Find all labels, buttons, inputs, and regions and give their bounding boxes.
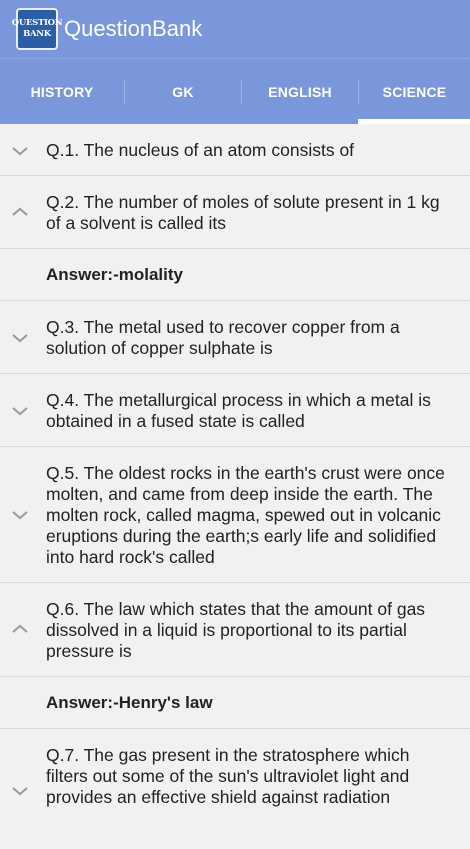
chevron-down-icon[interactable] <box>10 405 30 417</box>
answer-prefix: Answer:- <box>46 264 119 284</box>
app-logo-text-top: QUESTION <box>11 18 63 28</box>
question-row[interactable] <box>0 374 470 447</box>
question-text: Q.4. The metallurgical process in which a metal is obtained in a fused state is called <box>46 390 431 431</box>
tab-english[interactable]: ENGLISH <box>268 84 332 100</box>
question-row[interactable] <box>0 583 470 677</box>
app-logo-icon <box>11 8 63 50</box>
question-text: Q.2. The number of moles of solute present in 1 kg of a solvent is called its <box>46 192 440 233</box>
question-list[interactable] <box>0 124 470 807</box>
tab-bar <box>0 58 470 124</box>
app-title: QuestionBank <box>64 16 203 41</box>
question-text: Q.1. The nucleus of an atom consists of <box>46 140 355 160</box>
chevron-down-icon[interactable] <box>10 145 30 157</box>
question-row[interactable] <box>0 301 470 374</box>
answer-value: Henry's law <box>118 692 213 712</box>
chevron-down-icon[interactable] <box>10 509 30 521</box>
tab-gk[interactable]: GK <box>172 84 194 100</box>
question-text: Q.3. The metal used to recover copper from a solution of copper sulphate is <box>46 317 400 358</box>
answer-prefix: Answer:- <box>46 692 119 712</box>
tab-science[interactable]: SCIENCE <box>382 84 447 100</box>
answer-text <box>46 677 456 728</box>
answer-value: molality <box>118 264 183 284</box>
question-row[interactable] <box>0 176 470 249</box>
answer-text <box>46 249 456 300</box>
chevron-down-icon[interactable] <box>10 785 30 797</box>
app-bar <box>0 0 470 58</box>
question-text: Q.5. The oldest rocks in the earth's crust were once molten, and came from deep inside the earth. The molten rock, called magma, spewed out in volcanic eruptions during the earth;s early life and solidified into hard rock's called <box>46 463 445 567</box>
answer-row <box>0 249 470 301</box>
app-logo-text-bottom: BANK <box>23 29 51 39</box>
chevron-down-icon[interactable] <box>10 332 30 344</box>
answer-row <box>0 677 470 729</box>
question-row[interactable] <box>0 729 470 849</box>
chevron-up-icon[interactable] <box>10 206 30 218</box>
tab-history[interactable]: HISTORY <box>30 84 94 100</box>
question-row[interactable] <box>0 447 470 583</box>
question-text: Q.6. The law which states that the amount of gas dissolved in a liquid is proportional to its partial pressure is <box>46 599 426 661</box>
chevron-up-icon[interactable] <box>10 623 30 635</box>
question-text: Q.7. The gas present in the stratosphere which filters out some of the sun's ultraviolet light and provides an effective shield against radiation <box>46 745 410 807</box>
question-row[interactable] <box>0 124 470 176</box>
